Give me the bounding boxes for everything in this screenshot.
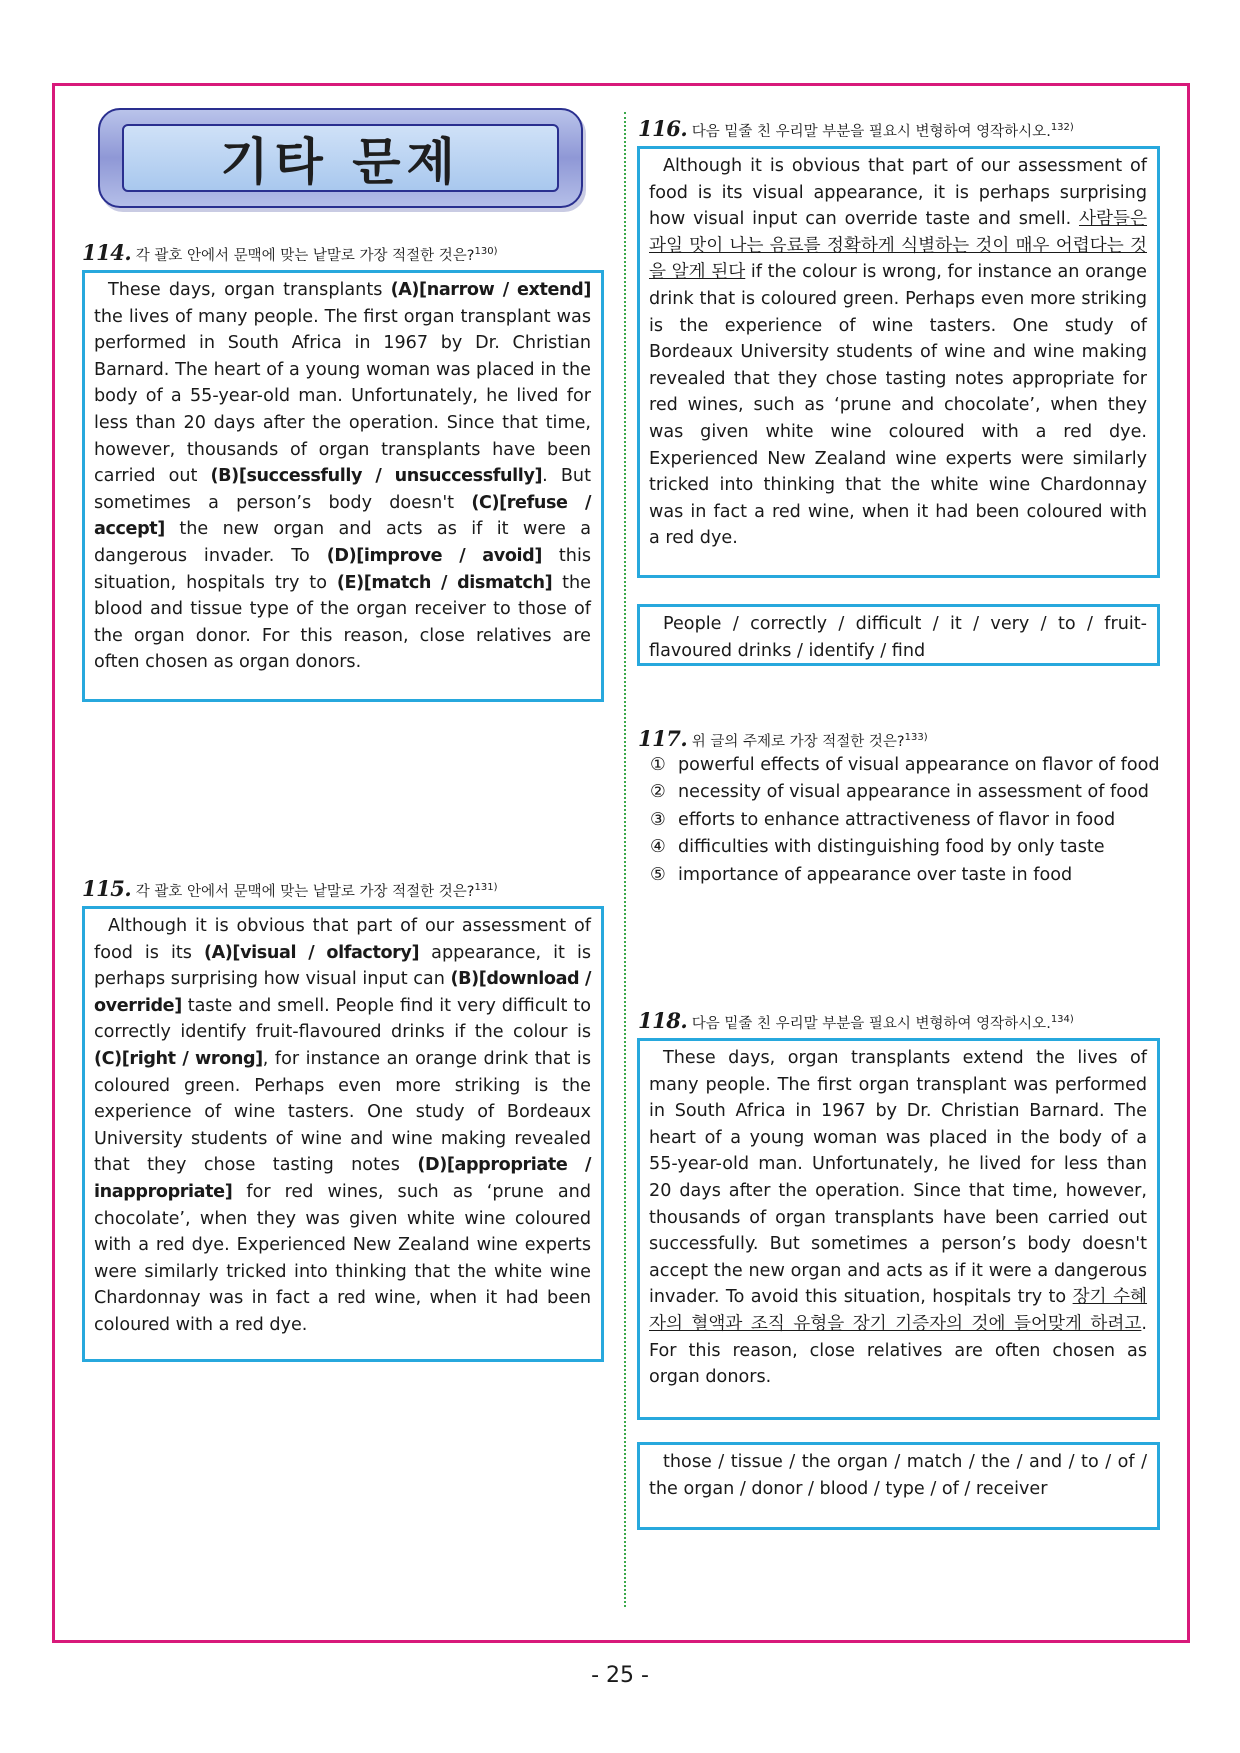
q115-instruction: 각 괄호 안에서 문맥에 맞는 낱말로 가장 적절한 것은? xyxy=(135,884,475,900)
q114-text-2: the lives of many people. The first organ transplant was performed in South Africa in 1967 by Dr. Christian Barnard. The heart of a young woman was placed in the body of a 55-year-old man. Unfortunately, he lived for less than 20 days after the operation. Since that time, however, thousands of organ transplants have been carried out xyxy=(94,306,591,487)
q114-text-5: this situation, hospitals try to xyxy=(94,545,591,593)
q114-text-4: the new organ and acts as if it were a dangerous invader. To xyxy=(94,519,591,566)
q118-text-2: . For this reason, close relatives are often chosen as organ donors. xyxy=(649,1313,1147,1388)
q115-text-2: appearance, it is perhaps surprising how visual input can xyxy=(94,942,592,990)
q117-choice-3[interactable] xyxy=(650,807,1160,834)
q116-passage xyxy=(649,153,1147,552)
q114-choice-a: (A)[narrow / extend] xyxy=(390,280,591,300)
q115-passage-box xyxy=(82,906,604,1362)
q115-number: 115. xyxy=(82,876,132,901)
q114-choice-b: (B)[successfully / unsuccessfully] xyxy=(210,466,543,487)
q115-text-3: taste and smell. People find it very difficult to correctly identify fruit-flavoured drinks if the colour is xyxy=(94,995,591,1043)
q114-choice-c: (C)[refuse / accept] xyxy=(94,492,591,540)
q117-choice-4[interactable] xyxy=(650,834,1160,861)
q116-instruction: 다음 밑줄 친 우리말 부분을 필요시 변형하여 영작하시오. xyxy=(691,124,1051,140)
choice-marker: ① xyxy=(650,755,666,775)
q118-word-bank xyxy=(637,1442,1160,1530)
q117-choice-1[interactable] xyxy=(650,752,1160,779)
section-banner-inner xyxy=(122,124,559,192)
q115-choice-a: (A)[visual / olfactory] xyxy=(203,942,420,963)
q117-heading xyxy=(638,726,928,751)
q116-words: People / correctly / difficult / it / very / to / fruit-flavoured drinks / identify / find xyxy=(649,614,1147,661)
q115-text-1: Although it is obvious that part of our assessment of food is its xyxy=(94,916,591,963)
q114-choice-e: (E)[match / dismatch] xyxy=(336,572,553,593)
column-divider xyxy=(624,112,626,1607)
q116-underlined-korean: 사람들은 과일 맛이 나는 음료를 정확하게 식별하는 것이 매우 어렵다는 것을 알게 된다 xyxy=(649,209,1147,283)
choice-text: powerful effects of visual appearance on flavor of food xyxy=(678,755,1160,775)
q114-passage xyxy=(94,277,591,676)
q118-instruction: 다음 밑줄 친 우리말 부분을 필요시 변형하여 영작하시오. xyxy=(691,1016,1051,1032)
q118-words: those / tissue / the organ / match / the / and / to / of / the organ / donor / blood / type / of / receiver xyxy=(649,1452,1147,1499)
q116-ref: 132) xyxy=(1050,122,1074,134)
q114-text-3: . But sometimes a person’s body doesn't xyxy=(94,466,591,513)
choice-text: necessity of visual appearance in assessment of food xyxy=(678,782,1149,803)
q116-number: 116. xyxy=(638,116,688,141)
q114-text-1: These days, organ transplants xyxy=(108,280,391,300)
q118-heading xyxy=(638,1008,1074,1033)
q117-number: 117. xyxy=(638,726,688,751)
q115-ref: 131) xyxy=(474,882,498,894)
q118-passage-box xyxy=(637,1038,1160,1420)
q116-heading xyxy=(638,116,1074,141)
choice-marker: ② xyxy=(650,782,666,803)
q118-passage xyxy=(649,1045,1147,1391)
q115-passage xyxy=(94,913,591,1339)
q118-text-1: These days, organ transplants extend the lives of many people. The first organ transplant was performed in South Africa in 1967 by Dr. Christian Barnard. The heart of a young woman was placed in the body of a 55-year-old man. Unfortunately, he lived for less than 20 days after the operation. Since that time, however, thousands of organ transplants have been carried out successfully. But sometimes a person’s body doesn't accept the new organ and acts as if it were a dangerous invader. To avoid this situation, hospitals try to xyxy=(649,1048,1147,1308)
choice-marker: ⑤ xyxy=(650,864,666,885)
q115-text-5: for red wines, such as ‘prune and chocolate’, when they was given white wine coloured with a red dye. Experienced New Zealand wine experts were similarly tricked into thinking that the white wine Chardonnay was in fact a red wine, when it had been coloured with a red dye. xyxy=(94,1181,591,1335)
q116-word-bank xyxy=(637,604,1160,666)
choice-text: efforts to enhance attractiveness of flavor in food xyxy=(678,809,1116,830)
q115-choice-c: (C)[right / wrong] xyxy=(94,1048,263,1069)
choice-text: difficulties with distinguishing food by only taste xyxy=(678,837,1105,858)
page-number: - 25 - xyxy=(591,1663,649,1688)
q118-number: 118. xyxy=(638,1008,688,1033)
q117-choice-5[interactable] xyxy=(650,862,1160,889)
q114-ref: 130) xyxy=(474,246,498,258)
q118-ref: 134) xyxy=(1050,1014,1074,1026)
q117-choice-2[interactable] xyxy=(650,779,1160,806)
q116-passage-box xyxy=(637,146,1160,578)
section-banner xyxy=(98,108,583,208)
q117-instruction: 위 글의 주제로 가장 적절한 것은? xyxy=(691,734,905,750)
q115-choice-d: (D)[appropriate / inappropriate] xyxy=(94,1155,592,1202)
q114-choice-d: (D)[improve / avoid] xyxy=(326,545,542,566)
q117-choices xyxy=(650,752,1160,889)
section-title: 기타 문제 xyxy=(220,133,461,191)
q114-heading xyxy=(82,240,497,265)
q117-ref: 133) xyxy=(904,732,928,744)
q114-passage-box xyxy=(82,270,604,702)
q114-instruction: 각 괄호 안에서 문맥에 맞는 낱말로 가장 적절한 것은? xyxy=(135,248,475,264)
q116-text-2: if the colour is wrong, for instance an orange drink that is coloured green. Perhaps even more striking is the experience of wine tasters. One study of Bordeaux University students of wine and wine making revealed that they chose tasting notes appropriate for red wines, such as ‘prune and chocolate’, when they was given white wine coloured with a red dye. Experienced New Zealand wine experts were similarly tricked into thinking that the white wine Chardonnay was in fact a red wine, when it had been coloured with a red dye. xyxy=(649,262,1147,549)
q116-text-1: Although it is obvious that part of our assessment of food is its visual appearance, it is perhaps surprising how visual input can override taste and smell. xyxy=(649,156,1147,230)
q115-choice-b: (B)[download / override] xyxy=(94,969,592,1016)
choice-text: importance of appearance over taste in food xyxy=(678,864,1073,885)
q115-heading xyxy=(82,876,497,901)
q115-text-4: , for instance an orange drink that is coloured green. Perhaps even more striking is the experience of wine tasters. One study of Bordeaux University students of wine and wine making revealed that they chose tasting notes xyxy=(94,1048,591,1176)
choice-marker: ③ xyxy=(650,809,666,830)
choice-marker: ④ xyxy=(650,837,666,858)
q114-number: 114. xyxy=(82,240,132,265)
q118-underlined-korean: 장기 수혜자의 혈액과 조직 유형을 장기 기증자의 것에 들어맞게 하려고 xyxy=(649,1287,1148,1334)
q114-text-6: the blood and tissue type of the organ receiver to those of the organ donor. For this reason, close relatives are often chosen as organ donors. xyxy=(94,572,591,673)
